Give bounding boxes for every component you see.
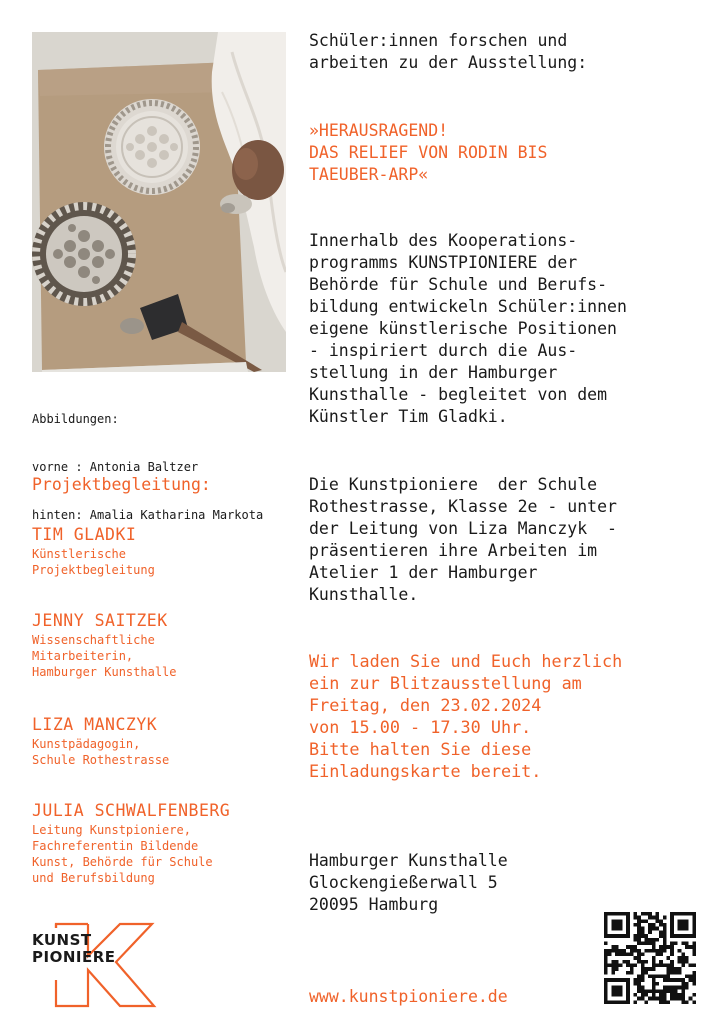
person-entry bbox=[32, 714, 302, 768]
caption-heading: Abbildungen: bbox=[32, 412, 119, 426]
exhibition-title: »HERAUSRAGEND! DAS RELIEF VON RODIN BIS TAEUBER-ARP« bbox=[309, 121, 548, 184]
artwork-photo bbox=[32, 32, 286, 372]
invitation-text: Wir laden Sie und Euch herzlich ein zur Blitzausstellung am Freitag, den 23.02.2024 von 15.00 - 17.30 Uhr. Bitte halten Sie diese Einladungskarte bereit. bbox=[309, 651, 623, 781]
class-description: Die Kunstpioniere der Schule Rothestrasse, Klasse 2e - unter der Leitung von Liza Manczyk - präsentieren ihre Arbeiten im Atelier 1 der Hamburger Kunsthalle. bbox=[309, 475, 617, 604]
person-name: LIZA MANCZYK bbox=[32, 715, 158, 734]
logo-wordmark: KUNST PIONIERE bbox=[32, 931, 116, 966]
program-description: Innerhalb des Kooperations- programms KUNSTPIONIERE der Behörde für Schule und Berufs- bildung entwickeln Schüler:innen eigene künstlerische Positionen - inspiriert durch die Aus- stellung in der Hamburger Kunsthalle - begleitet von dem Künstler Tim Gladki. bbox=[309, 231, 627, 426]
intro-text: Schüler:innen forschen und arbeiten zu der Ausstellung: bbox=[309, 31, 588, 72]
image-caption bbox=[32, 379, 263, 539]
kunstpioniere-logo bbox=[28, 922, 168, 1008]
person-role: Leitung Kunstpioniere, Fachreferentin Bildende Kunst, Behörde für Schule und Berufsbildung bbox=[32, 823, 213, 885]
qr-code[interactable] bbox=[604, 912, 696, 1004]
person-entry bbox=[32, 524, 302, 578]
person-name: TIM GLADKI bbox=[32, 525, 137, 544]
caption-back-artist: hinten: Amalia Katharina Markota bbox=[32, 508, 264, 522]
website-link[interactable]: www.kunstpioniere.de bbox=[309, 987, 508, 1006]
person-role: Kunstpädagogin, Schule Rothestrasse bbox=[32, 737, 170, 767]
person-entry bbox=[32, 800, 302, 886]
venue-address: Hamburger Kunsthalle Glockengießerwall 5 20095 Hamburg bbox=[309, 851, 508, 914]
person-name: JENNY SAITZEK bbox=[32, 611, 168, 630]
caption-front-artist: vorne : Antonia Baltzer bbox=[32, 460, 199, 474]
person-name: JULIA SCHWALFENBERG bbox=[32, 801, 231, 820]
qr-code-icon bbox=[604, 912, 696, 1004]
person-role: Künstlerische Projektbegleitung bbox=[32, 547, 155, 577]
person-role: Wissenschaftliche Mitarbeiterin, Hamburger Kunsthalle bbox=[32, 633, 177, 679]
person-entry bbox=[32, 610, 302, 680]
project-support-heading: Projektbegleitung: bbox=[32, 475, 211, 494]
